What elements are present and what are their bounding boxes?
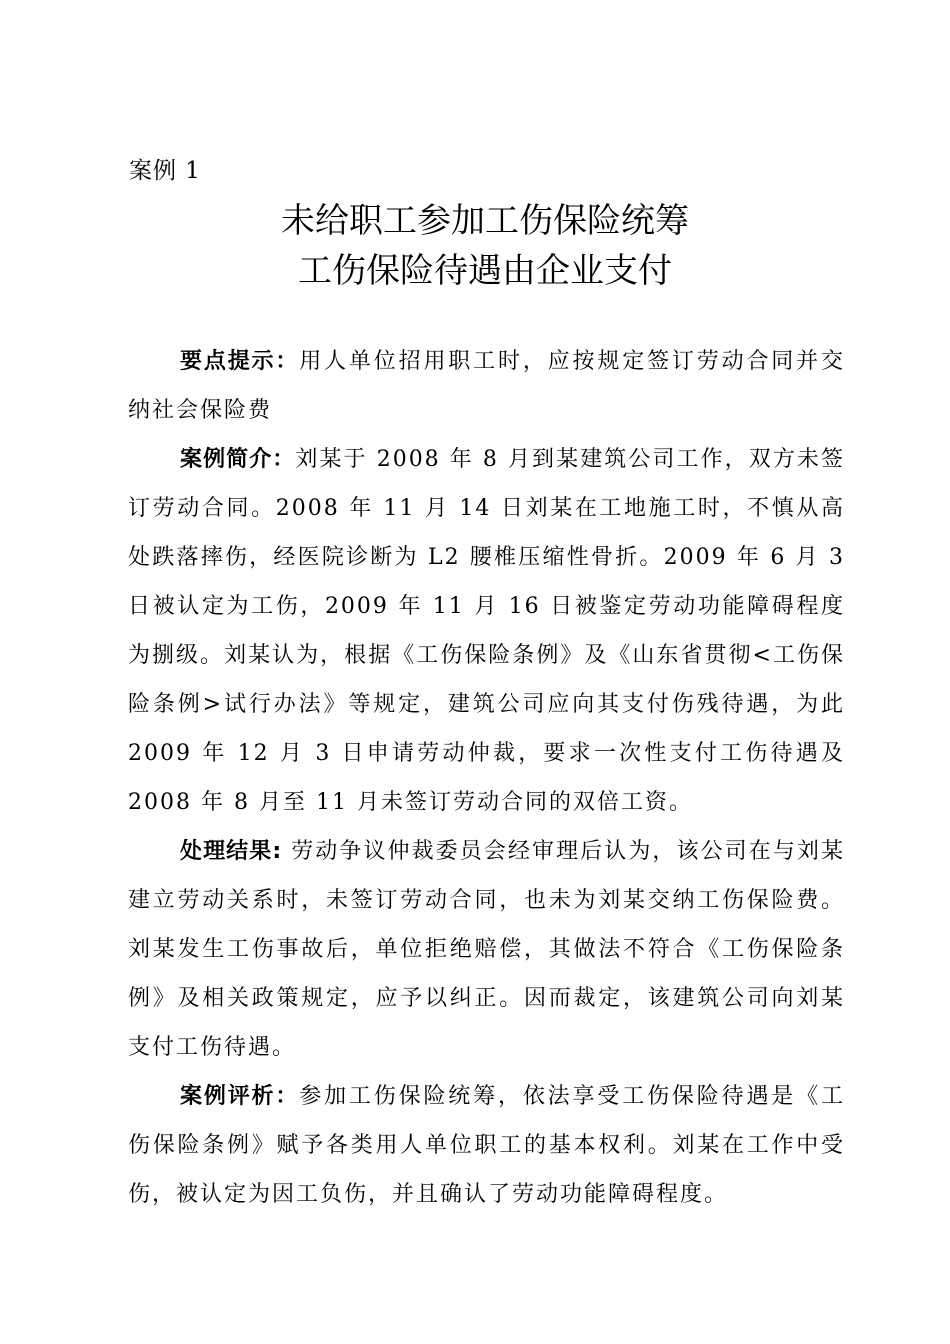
paragraph-label: 案例评析： [180,1084,300,1109]
paragraph-text: 刘某于 2008 年 8 月到某建筑公司工作，双方未签订劳动合同。2008 年 11 月 14 日刘某在工地施工时，不慎从高处跌落摔伤，经医院诊断为 L2 腰椎压缩性骨折。2009 年 6 月 3 日被认定为工伤，2009 年 11 月 16 日被鉴定劳动功能障碍程度为捌级。刘某认为，根据《工伤保险条例》及《山东省贯彻<工伤保险条例>试行办法》等规定，建筑公司应向其支付伤残待遇，为此 2009 年 12 月 3 日申请劳动仲裁，要求一次性支付工伤待遇及 2008 年 8 月至 11 月未签订劳动合同的双倍工资。 [128,447,845,815]
paragraph-case-summary [128,435,845,827]
document-body [128,337,845,1219]
paragraph-label: 案例简介： [180,447,296,472]
paragraph-analysis [128,1072,845,1219]
case-number: 案例 1 [129,158,201,184]
paragraph-text: 用人单位招用职工时，应按规定签订劳动合同并交纳社会保险费 [128,349,845,423]
paragraph-key-points [128,337,845,435]
paragraph-outcome [128,827,845,1072]
paragraph-text: 参加工伤保险统筹，依法享受工伤保险待遇是《工伤保险条例》赋予各类用人单位职工的基本权利。刘某在工作中受伤，被认定为因工负伤，并且确认了劳动功能障碍程度。 [128,1084,845,1207]
paragraph-text: 劳动争议仲裁委员会经审理后认为，该公司在与刘某建立劳动关系时，未签订劳动合同，也未为刘某交纳工伤保险费。刘某发生工伤事故后，单位拒绝赔偿，其做法不符合《工伤保险条例》及相关政策规定，应予以纠正。因而裁定，该建筑公司向刘某支付工伤待遇。 [128,839,845,1060]
document-title-line-1: 未给职工参加工伤保险统筹 [281,201,689,241]
paragraph-label: 处理结果: [180,839,283,864]
document-title-line-2: 工伤保险待遇由企业支付 [298,251,672,291]
paragraph-label: 要点提示： [180,349,300,374]
